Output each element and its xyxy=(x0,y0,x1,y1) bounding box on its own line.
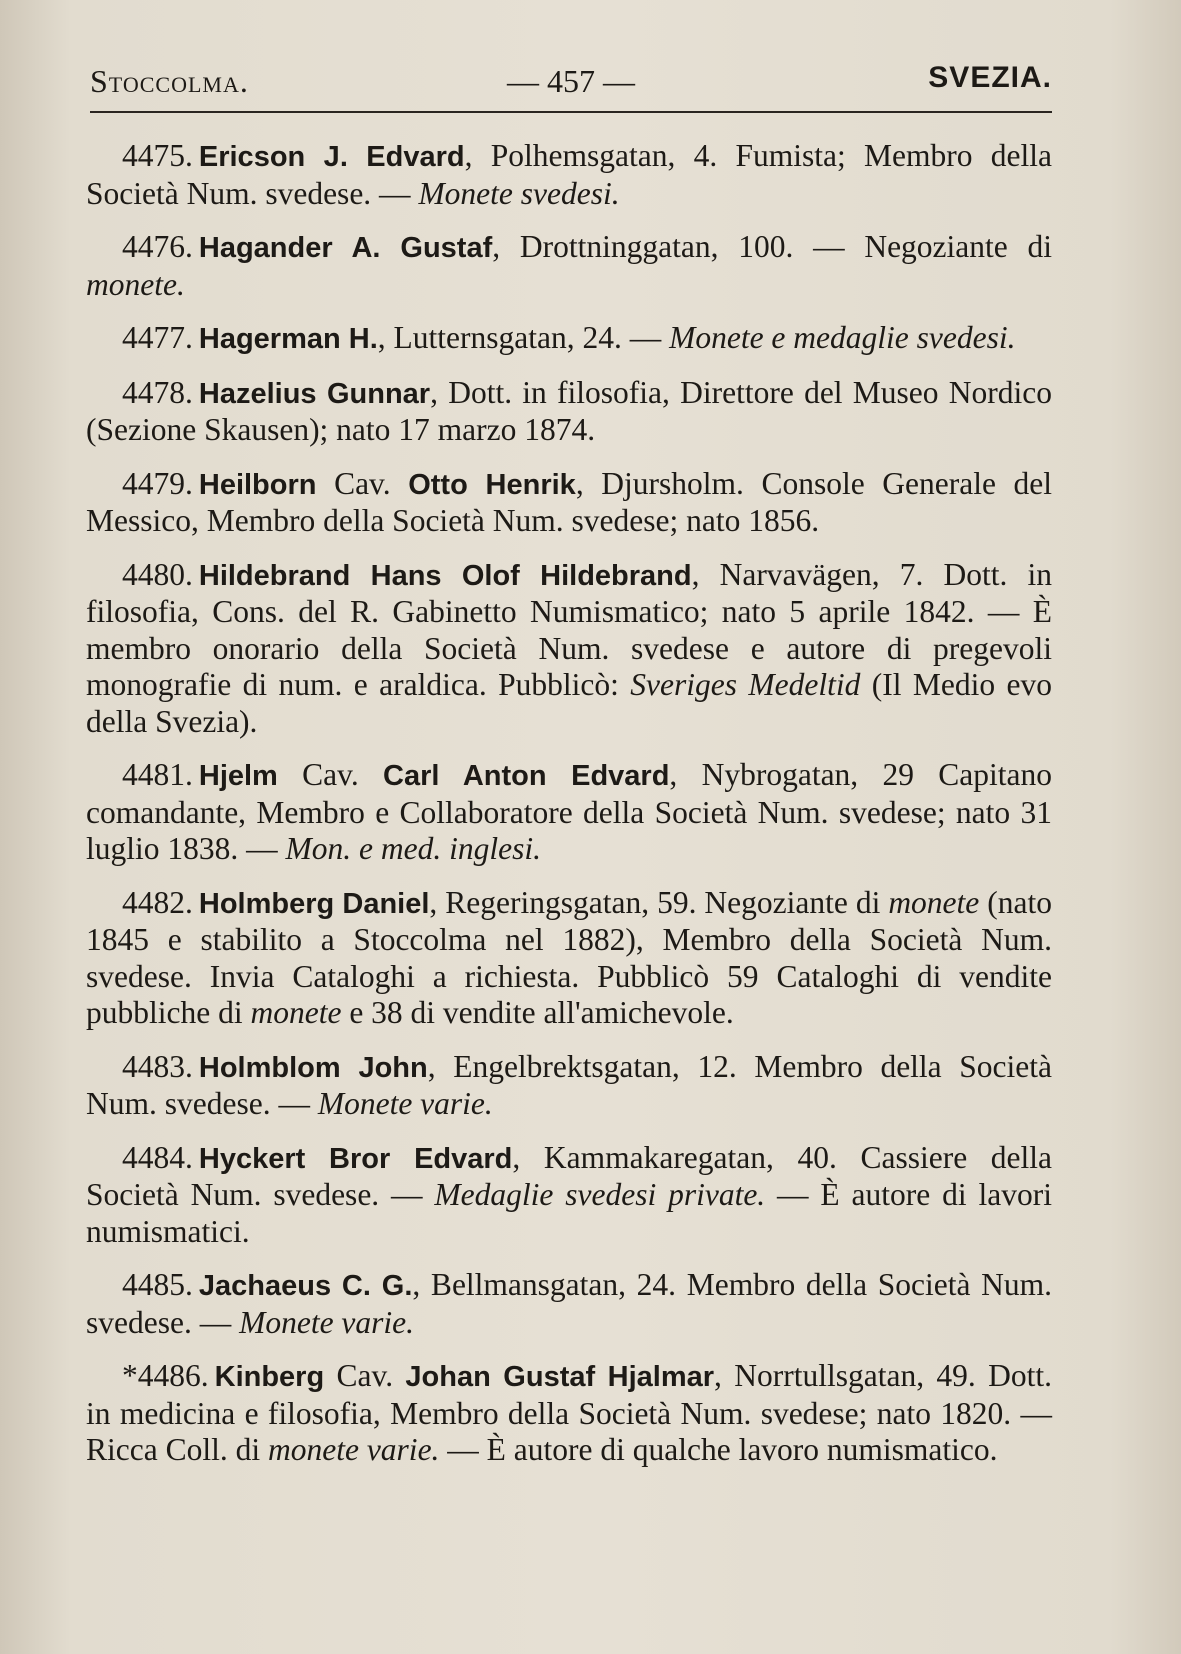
directory-entry xyxy=(86,320,1052,358)
entry-name: Hjelm xyxy=(198,760,278,792)
entry-text: — È autore di qualche lavoro numismatico. xyxy=(439,1432,998,1467)
entry-italic-text: monete xyxy=(888,884,980,920)
entry-number: 4478. xyxy=(122,374,193,410)
directory-entry xyxy=(86,375,1052,449)
header-country: SVEZIA. xyxy=(928,61,1052,94)
entry-text: , Dott. in filosofia, Direttore del Museo Nordico (Sezione Skausen); nato 17 marzo 1874. xyxy=(86,374,1052,447)
entry-name: Hyckert Bror Edvard xyxy=(198,1142,513,1175)
directory-entry xyxy=(86,557,1052,741)
entry-number: 4482. xyxy=(122,884,193,920)
entry-number: 4480. xyxy=(122,556,193,592)
entry-text: — È autore di lavori numismatici. xyxy=(86,1177,1052,1249)
entry-text: , Narvavägen, 7. Dott. in filosofia, Cons. del R. Gabinetto Numismatico; nato 5 aprile 1842. — È membro onorario della Società Num. svedese e autore di pregevoli monografie di num. e araldica. Pubblicò: xyxy=(86,556,1052,702)
directory-entry xyxy=(86,466,1052,540)
entry-name: Hazelius Gunnar xyxy=(198,377,431,410)
entry-text: , Kammakaregatan, 40. Cassiere della Società Num. svedese. — xyxy=(86,1139,1052,1212)
entry-italic-text: Sveriges Medeltid xyxy=(630,667,861,702)
entry-italic-text: monete. xyxy=(86,266,185,302)
entry-number: 4476. xyxy=(122,229,193,264)
directory-entries xyxy=(86,138,1052,1486)
entry-name: Hagander A. Gustaf xyxy=(198,232,493,264)
entry-name: Ericson J. Edvard xyxy=(198,141,465,173)
entry-name: Hildebrand Hans Olof Hildebrand xyxy=(198,559,692,592)
entry-number: *4486. xyxy=(122,1358,209,1393)
entry-italic-text: monete varie. xyxy=(267,1432,440,1467)
entry-name: Hagerman H. xyxy=(198,323,378,355)
entry-name: Holmberg Daniel xyxy=(198,887,430,920)
entry-name: Jachaeus C. G. xyxy=(198,1270,413,1302)
entry-text: , Bellmansgatan, 24. Membro della Società Num. svedese. — xyxy=(86,1267,1052,1340)
entry-italic-text: monete xyxy=(250,995,342,1030)
entry-text: (nato 1845 e stabilito a Stoccolma nel 1882), Membro della Società Num. svedese. Invia Cataloghi a richiesta. Pubblicò 59 Cataloghi di vendite pubbliche di xyxy=(86,884,1052,1030)
entry-text: e 38 di vendite all'amichevole. xyxy=(341,995,734,1030)
entry-name: Heilborn xyxy=(198,468,317,501)
entry-number: 4475. xyxy=(122,138,193,173)
entry-name: Kinberg xyxy=(214,1361,325,1393)
directory-entry xyxy=(86,757,1052,868)
entry-name: Otto Henrik xyxy=(408,468,576,501)
entry-text: Cav. xyxy=(324,1358,406,1393)
entry-number: 4481. xyxy=(122,757,193,792)
entry-text: , Nybrogatan, 29 Capitano comandante, Membro e Collaboratore della Società Num. svedese; nato 31 luglio 1838. — xyxy=(86,757,1053,866)
entry-text: Cav. xyxy=(277,757,384,792)
entry-name: Holmblom John xyxy=(198,1051,428,1084)
directory-entry xyxy=(86,1140,1052,1251)
entry-text: (Il Medio evo della Svezia). xyxy=(86,667,1052,739)
directory-entry xyxy=(86,1358,1052,1469)
directory-entry xyxy=(86,1267,1052,1341)
entry-text: , Engelbrektsgatan, 12. Membro della Società Num. svedese. — xyxy=(86,1048,1052,1121)
directory-entry xyxy=(86,229,1052,303)
entry-italic-text: Mon. e med. inglesi. xyxy=(285,831,541,866)
entry-italic-text: Medaglie svedesi private. xyxy=(434,1177,766,1212)
entry-number: 4483. xyxy=(122,1048,193,1084)
entry-text: , Regeringsgatan, 59. Negoziante di xyxy=(429,884,889,920)
directory-entry xyxy=(86,138,1052,212)
entry-italic-text: Monete svedesi. xyxy=(418,175,620,211)
entry-text: , Drottninggatan, 100. — Negoziante di xyxy=(492,229,1053,264)
entry-number: 4479. xyxy=(122,465,193,501)
header-rule xyxy=(90,111,1052,113)
entry-text: , Polhemsgatan, 4. Fumista; Membro della Società Num. svedese. — xyxy=(86,138,1052,211)
entry-text: , Norrtullsgatan, 49. Dott. in medicina e filosofia, Membro della Società Num. svedese; nato 1820. — Ricca Coll. di xyxy=(86,1358,1052,1467)
entry-number: 4485. xyxy=(122,1267,193,1302)
entry-name: Johan Gustaf Hjalmar xyxy=(405,1361,715,1393)
entry-number: 4484. xyxy=(122,1139,193,1175)
directory-entry xyxy=(86,1049,1052,1123)
entry-text: , Djursholm. Console Generale del Messico, Membro della Società Num. svedese; nato 1856. xyxy=(86,465,1053,538)
entry-italic-text: Monete e medaglie svedesi. xyxy=(669,320,1016,355)
entry-italic-text: Monete varie. xyxy=(239,1304,415,1340)
entry-text: Cav. xyxy=(316,465,409,501)
entry-name: Carl Anton Edvard xyxy=(383,760,670,792)
entry-text: , Lutternsgatan, 24. — xyxy=(377,320,670,355)
directory-entry xyxy=(86,885,1052,1032)
header-city: Stoccolma. xyxy=(90,63,249,99)
page-number: — 457 — xyxy=(507,63,635,99)
running-header xyxy=(90,55,1052,101)
entry-italic-text: Monete varie. xyxy=(317,1086,493,1121)
entry-number: 4477. xyxy=(122,320,193,355)
